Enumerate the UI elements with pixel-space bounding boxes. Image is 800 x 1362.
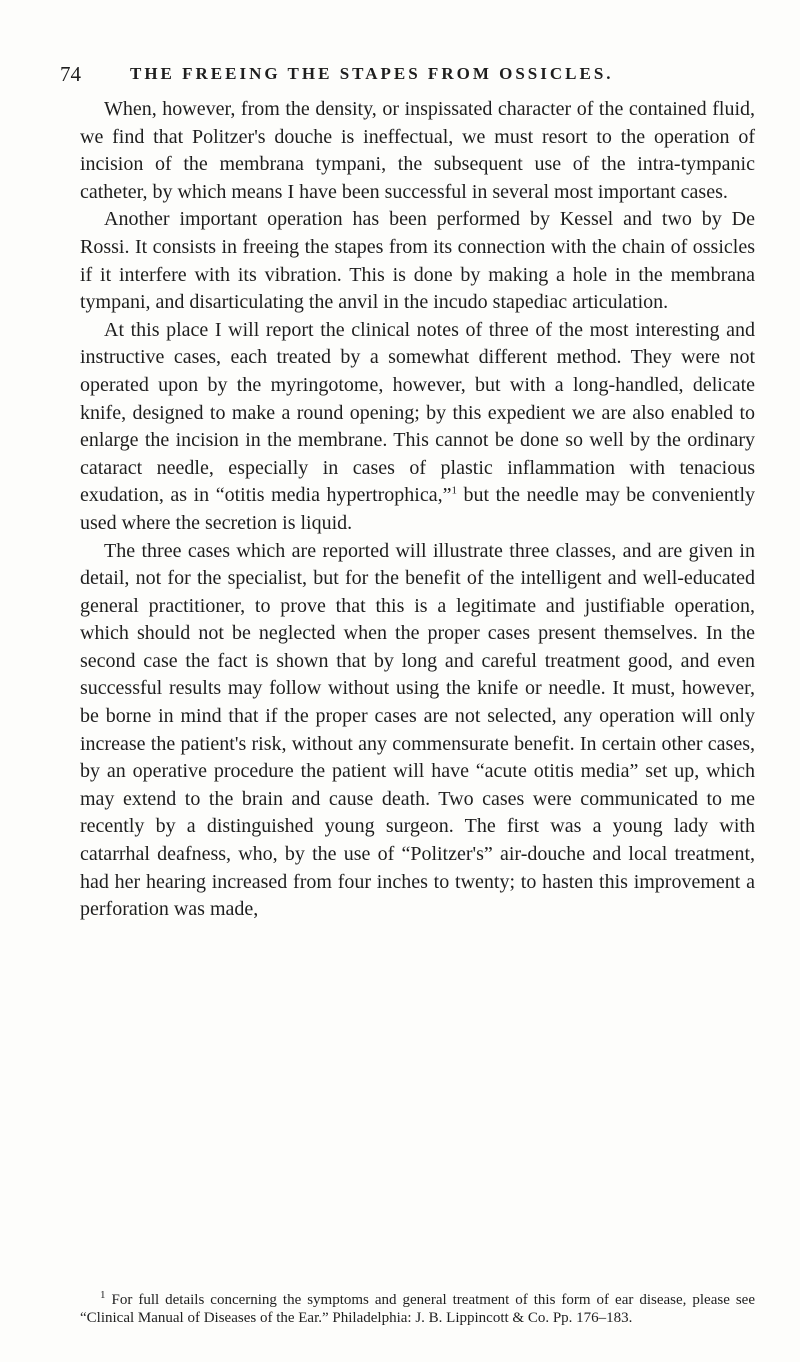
footnote xyxy=(80,1291,755,1327)
footnote-text: For full details concerning the symptoms and general treatment of this form of ear disease, please see “Clinical Manual of Diseases of the Ear.” Philadelphia: J. B. Lippincott & Co. Pp. 176–183. xyxy=(80,1292,755,1326)
running-head: THE FREEING THE STAPES FROM OSSICLES. xyxy=(130,64,614,83)
paragraph: Another important operation has been performed by Kessel and two by De Rossi. It consists in freeing the stapes from its connection with the chain of ossicles if it interfere with its vibration. This is done by making a hole in the membrana tympani, and disarticulating the anvil in the incudo stapediac articulation. xyxy=(80,208,755,314)
footnote-reference: 1 xyxy=(451,484,457,497)
paragraph-with-footnote-ref xyxy=(80,317,755,538)
paragraph-text: At this place I will report the clinical notes of three of the most interesting and instructive cases, each treated by a somewhat different method. They were not operated upon by the myringotome, however, but with a long-handled, delicate knife, designed to make a round opening; by this expedient we are also enabled to enlarge the incision in the membrane. This cannot be done so well by the ordinary cataract needle, especially in cases of plastic inflammation with tenacious exudation, as in “otitis media hypertrophica,” xyxy=(80,318,755,507)
body-text xyxy=(80,96,755,924)
page-number: 74 xyxy=(60,62,81,86)
paragraph: The three cases which are reported will illustrate three classes, and are given in detail, not for the specialist, but for the benefit of the intelligent and well-educated general practitioner, to prove that this is a legitimate and justifiable operation, which should not be neglected when the proper cases present themselves. In the second case the fact is shown that by long and careful treatment good, and even successful results may follow without using the knife or needle. It must, however, be borne in mind that if the proper cases are not selected, any operation will only increase the patient's risk, without any commensurate benefit. In certain other cases, by an operative procedure the patient will have “acute otitis media” set up, which may extend to the brain and cause death. Two cases were communicated to me recently by a distinguished young surgeon. The first was a young lady with catarrhal deafness, who, by the use of “Politzer's” air-douche and local treatment, had her hearing increased from four inches to twenty; to hasten this improvement a perforation was made, xyxy=(80,539,755,921)
footnote-marker: 1 xyxy=(100,1289,106,1301)
page-header xyxy=(60,60,760,88)
paragraph: When, however, from the density, or inspissated character of the contained fluid, we find that Politzer's douche is ineffectual, we must resort to the operation of incision of the membrana tympani, the subsequent use of the intra-tympanic catheter, by which means I have been successful in several most important cases. xyxy=(80,98,755,203)
paragraph-text-continued: but the needle may be conveniently used where the secretion is liquid. xyxy=(80,484,756,534)
